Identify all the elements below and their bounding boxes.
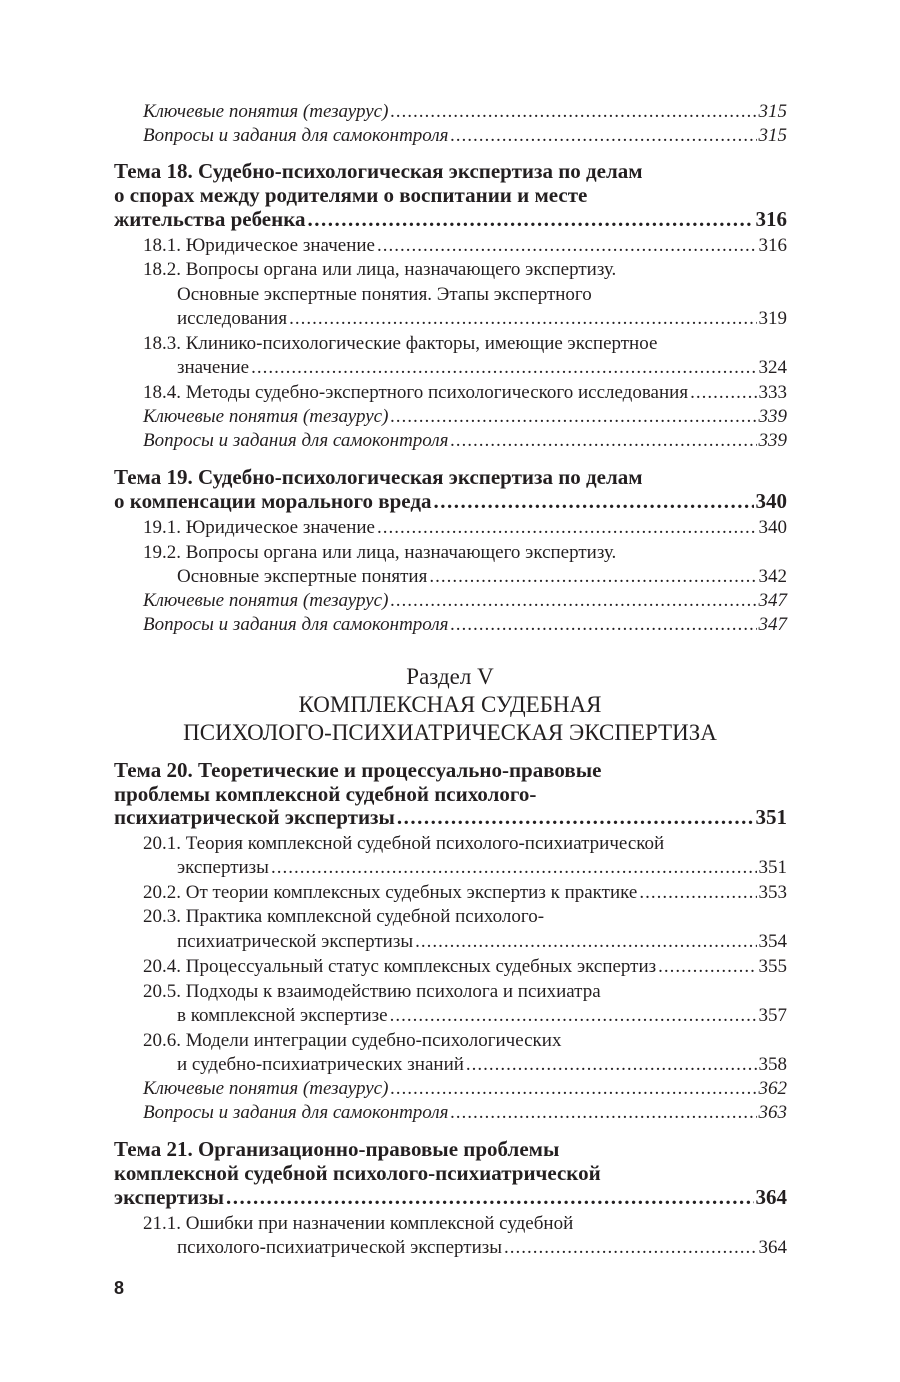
toc-entry-19-2[interactable] [177, 566, 787, 588]
toc-entry-label: жительства ребенка [114, 207, 306, 231]
toc-entry-label: 18.1. Юридическое значение [143, 235, 375, 256]
toc-page-number: 355 [758, 956, 787, 977]
toc-page-number: 347 [758, 590, 787, 611]
toc-entry-label: психиатрической экспертизы [114, 805, 395, 829]
toc-entry-label: психиатрической экспертизы [177, 931, 414, 952]
leader-dots [377, 517, 757, 539]
toc-entry-18-3[interactable] [177, 357, 787, 379]
toc-entry-questions[interactable] [143, 125, 787, 147]
leader-dots [397, 805, 754, 830]
section-5-title-line-2: ПСИХОЛОГО-ПСИХИАТРИЧЕСКАЯ ЭКСПЕРТИЗА [183, 720, 717, 745]
leader-dots [390, 1005, 757, 1027]
toc-entry-label: 20.4. Процессуальный статус комплексных судебных экспертиз [143, 956, 657, 977]
toc-entry-label: 20.2. От теории комплексных судебных экспертиз к практике [143, 882, 638, 903]
toc-entry-label: Вопросы и задания для самоконтроля [143, 614, 449, 635]
toc-entry-18-questions[interactable] [143, 430, 787, 452]
toc-entry-18-2-line-1: 18.2. Вопросы органа или лица, назначающего экспертизу. [143, 259, 617, 280]
leader-dots [504, 1237, 756, 1259]
toc-entry-thesaurus[interactable] [143, 101, 787, 123]
toc-entry-label: 18.4. Методы судебно-экспертного психологического исследования [143, 382, 689, 403]
section-5-label: Раздел V [406, 664, 494, 689]
toc-entry-label: Вопросы и задания для самоконтроля [143, 1102, 449, 1123]
toc-entry-20-5[interactable] [177, 1005, 787, 1027]
toc-entry-label: Ключевые понятия (тезаурус) [143, 1078, 389, 1099]
toc-entry-19-1[interactable] [143, 517, 787, 539]
toc-entry-20-1[interactable] [177, 857, 787, 879]
leader-dots [429, 566, 756, 588]
toc-entry-18-1[interactable] [143, 235, 787, 257]
toc-entry-label: значение [177, 357, 250, 378]
toc-entry-label: Ключевые понятия (тезаурус) [143, 590, 389, 611]
theme-20-heading-line-1: Тема 20. Теоретические и процессуально-правовые [114, 758, 602, 782]
toc-entry-21-1-line-1: 21.1. Ошибки при назначении комплексной судебной [143, 1213, 574, 1234]
leader-dots [450, 1102, 756, 1124]
toc-page-number: 363 [758, 1102, 787, 1123]
leader-dots [415, 931, 756, 953]
toc-entry-20-3-line-1: 20.3. Практика комплексной судебной психолого- [143, 906, 545, 927]
theme-19-heading-line-1: Тема 19. Судебно-психологическая экспертиза по делам [114, 465, 643, 489]
toc-entry-18-thesaurus[interactable] [143, 406, 787, 428]
leader-dots [658, 956, 756, 978]
toc-page-number: 342 [758, 566, 787, 587]
leader-dots [466, 1054, 757, 1076]
theme-20-heading[interactable] [114, 805, 787, 830]
toc-entry-label: Ключевые понятия (тезаурус) [143, 406, 389, 427]
toc-entry-label: психолого-психиатрической экспертизы [177, 1237, 503, 1258]
toc-entry-19-2-line-1: 19.2. Вопросы органа или лица, назначающего экспертизу. [143, 542, 617, 563]
toc-entry-20-thesaurus[interactable] [143, 1078, 787, 1100]
toc-page-number: 315 [758, 125, 787, 146]
toc-entry-label: экспертизы [114, 1185, 225, 1209]
toc-entry-21-1[interactable] [177, 1237, 787, 1259]
toc-page-number: 358 [758, 1054, 787, 1075]
leader-dots [450, 614, 756, 636]
toc-entry-18-3-line-1: 18.3. Клинико-психологические факторы, имеющие экспертное [143, 333, 658, 354]
leader-dots [289, 308, 756, 330]
toc-entry-label: Ключевые понятия (тезаурус) [143, 101, 389, 122]
toc-entry-label: и судебно-психиатрических знаний [177, 1054, 464, 1075]
theme-19-heading[interactable] [114, 489, 787, 514]
theme-21-heading-line-1: Тема 21. Организационно-правовые проблемы [114, 1137, 560, 1161]
toc-page-number: 351 [755, 805, 787, 829]
theme-20-heading-line-2: проблемы комплексной судебной психолого- [114, 782, 537, 806]
leader-dots [390, 590, 756, 612]
leader-dots [450, 125, 756, 147]
leader-dots [390, 101, 756, 123]
toc-entry-20-4[interactable] [143, 956, 787, 978]
toc-entry-label: Основные экспертные понятия [177, 566, 428, 587]
toc-entry-19-questions[interactable] [143, 614, 787, 636]
toc-page-number: 347 [758, 614, 787, 635]
toc-entry-18-2-line-2: Основные экспертные понятия. Этапы экспертного [177, 284, 592, 305]
toc-entry-20-questions[interactable] [143, 1102, 787, 1124]
toc-page-number: 362 [758, 1078, 787, 1099]
leader-dots [308, 207, 754, 232]
toc-page-number: 339 [758, 430, 787, 451]
leader-dots [271, 857, 757, 879]
leader-dots [433, 489, 753, 514]
section-5-title-line-1: КОМПЛЕКСНАЯ СУДЕБНАЯ [298, 692, 602, 717]
toc-entry-20-6[interactable] [177, 1054, 787, 1076]
leader-dots [226, 1185, 753, 1210]
toc-entry-label: в комплексной экспертизе [177, 1005, 388, 1026]
toc-entry-label: Вопросы и задания для самоконтроля [143, 125, 449, 146]
toc-page-number: 364 [758, 1237, 787, 1258]
toc-page-number: 324 [758, 357, 787, 378]
leader-dots [377, 235, 757, 257]
toc-page-number: 316 [758, 235, 787, 256]
toc-page-number: 351 [758, 857, 787, 878]
toc-page-number: 357 [758, 1005, 787, 1026]
leader-dots [690, 382, 756, 404]
toc-page-number: 340 [755, 489, 787, 513]
toc-entry-label: 19.1. Юридическое значение [143, 517, 375, 538]
leader-dots [390, 406, 756, 428]
toc-entry-18-4[interactable] [143, 382, 787, 404]
leader-dots [390, 1078, 756, 1100]
toc-page-number: 354 [758, 931, 787, 952]
leader-dots [251, 357, 756, 379]
toc-entry-label: о компенсации морального вреда [114, 489, 432, 513]
toc-page-number: 340 [758, 517, 787, 538]
leader-dots [639, 882, 756, 904]
toc-entry-18-2[interactable] [177, 308, 787, 330]
toc-entry-20-3[interactable] [177, 931, 787, 953]
theme-18-heading-line-1: Тема 18. Судебно-психологическая экспертиза по делам [114, 159, 643, 183]
toc-entry-label: исследования [177, 308, 288, 329]
toc-entry-20-5-line-1: 20.5. Подходы к взаимодействию психолога и психиатра [143, 981, 601, 1002]
toc-page-number: 339 [758, 406, 787, 427]
theme-18-heading[interactable] [114, 207, 787, 232]
toc-entry-20-2[interactable] [143, 882, 787, 904]
theme-21-heading-line-2: комплексной судебной психолого-психиатрической [114, 1161, 601, 1185]
toc-entry-20-1-line-1: 20.1. Теория комплексной судебной психолого-психиатрической [143, 833, 665, 854]
page-number: 8 [114, 1278, 125, 1298]
toc-page-number: 316 [755, 207, 787, 231]
toc-page-number: 353 [758, 882, 787, 903]
toc-page-number: 333 [758, 382, 787, 403]
toc-page-number: 319 [758, 308, 787, 329]
leader-dots [450, 430, 756, 452]
toc-entry-label: экспертизы [177, 857, 269, 878]
toc-page-number: 364 [755, 1185, 787, 1209]
toc-entry-label: Вопросы и задания для самоконтроля [143, 430, 449, 451]
toc-entry-19-thesaurus[interactable] [143, 590, 787, 612]
theme-18-heading-line-2: о спорах между родителями о воспитании и месте [114, 183, 588, 207]
toc-entry-20-6-line-1: 20.6. Модели интеграции судебно-психологических [143, 1030, 562, 1051]
toc-page-number: 315 [758, 101, 787, 122]
theme-21-heading[interactable] [114, 1185, 787, 1210]
